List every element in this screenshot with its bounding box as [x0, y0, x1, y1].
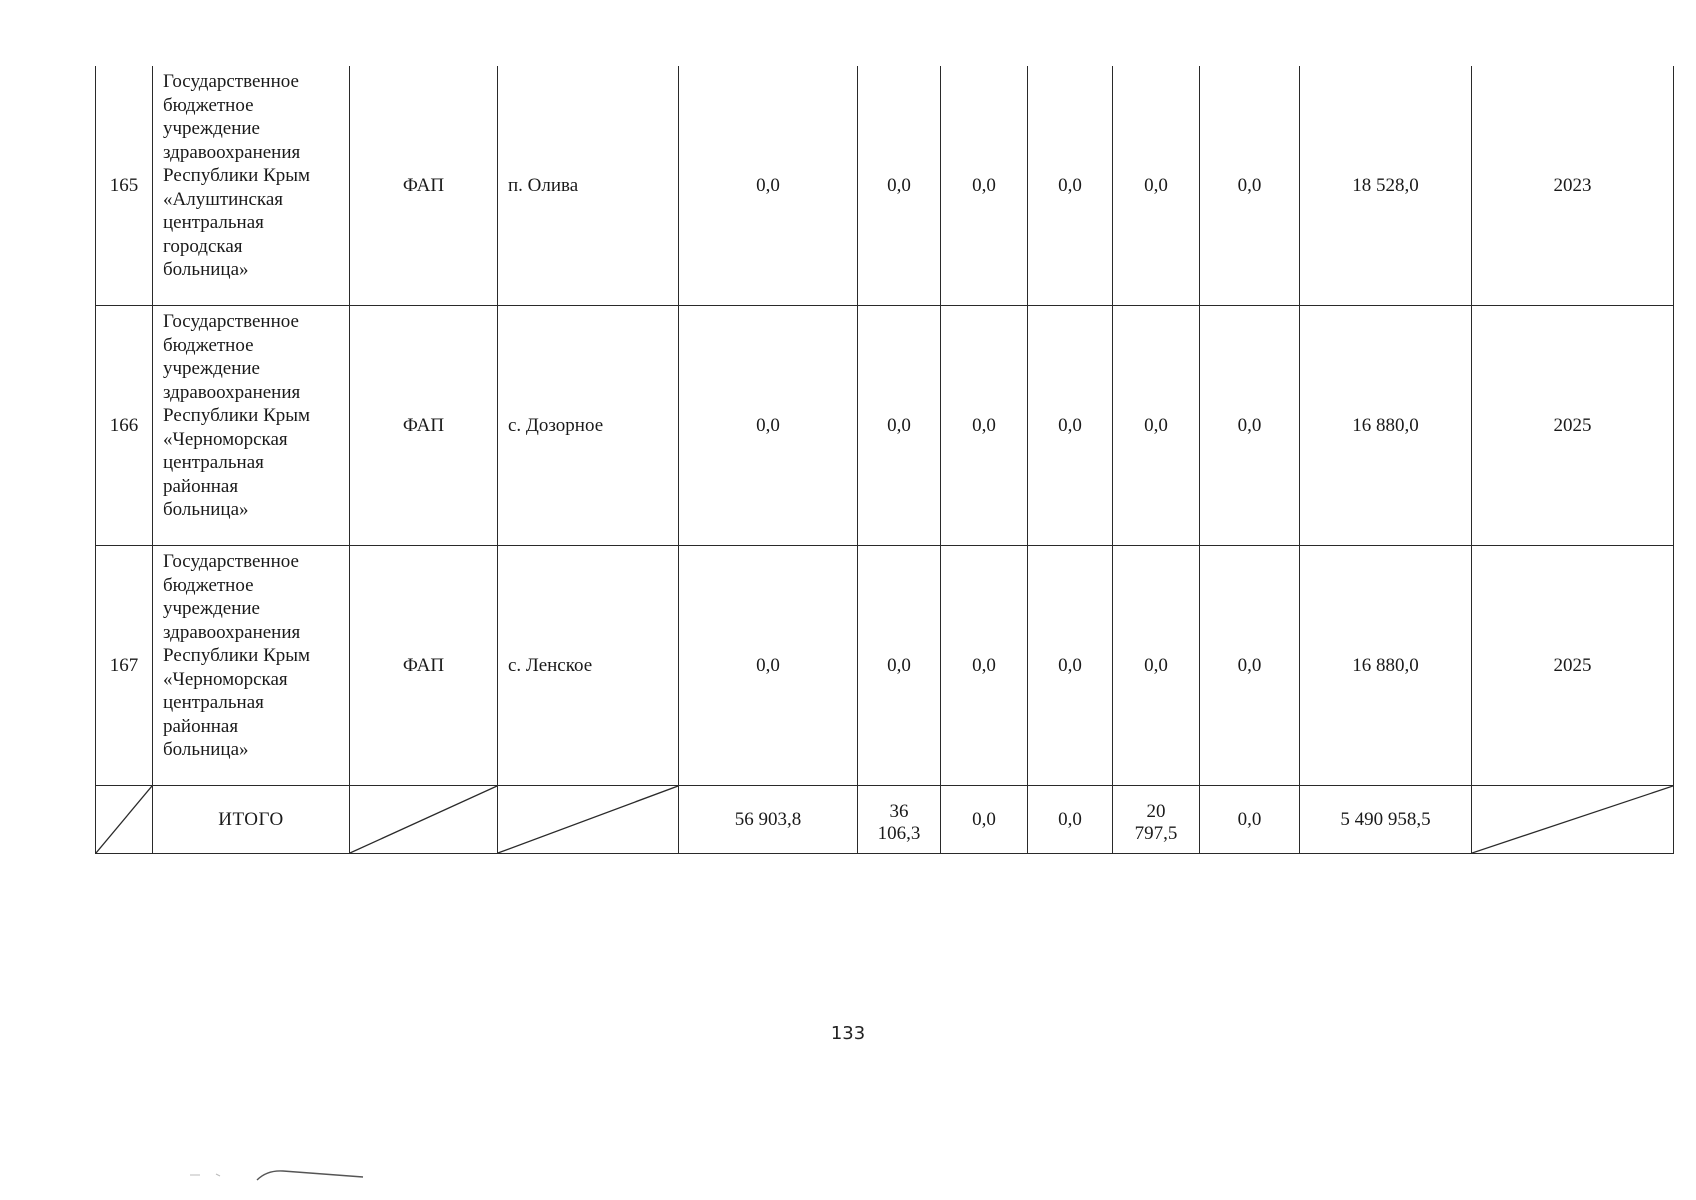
- organization-cell: [153, 546, 350, 786]
- location: с. Ленское: [498, 546, 679, 786]
- value-cell: 0,0: [941, 306, 1028, 546]
- organization-line: здравоохранения: [163, 141, 301, 163]
- year: 2023: [1472, 66, 1674, 306]
- row-number: 166: [96, 306, 153, 546]
- value-cell: 0,0: [1113, 306, 1200, 546]
- organization-line: бюджетное: [163, 94, 254, 116]
- organization-line: учреждение: [163, 598, 260, 619]
- location: с. Дозорное: [498, 306, 679, 546]
- row-number: 167: [96, 546, 153, 786]
- facility-type: ФАП: [350, 66, 498, 306]
- organization-line: районная: [163, 475, 239, 497]
- scan-artifact-dots: [190, 1172, 230, 1178]
- facility-type: ФАП: [350, 546, 498, 786]
- organization-line: учреждение: [163, 118, 260, 139]
- value-cell: 0,0: [679, 66, 858, 306]
- total-value-line: 797,5: [1134, 822, 1178, 844]
- value-cell: 0,0: [1028, 66, 1113, 306]
- organization-line: здравоохранения: [163, 381, 301, 403]
- organization-line: больница»: [163, 739, 249, 760]
- total-value-line: 20: [1146, 800, 1166, 822]
- value-cell: 0,0: [941, 66, 1028, 306]
- organization-line: «Черноморская: [163, 668, 288, 690]
- total-value-cell: [941, 786, 1028, 854]
- year: 2025: [1472, 546, 1674, 786]
- total-value-line: 0,0: [1058, 809, 1082, 830]
- total-value-cell: [1300, 786, 1472, 854]
- value-cell: 0,0: [1113, 66, 1200, 306]
- empty-diagonal-cell: [96, 786, 153, 854]
- total-value-cell: [679, 786, 858, 854]
- organization-line: бюджетное: [163, 334, 254, 356]
- organization-line: центральная: [163, 692, 264, 713]
- organization-line: Республики Крым: [163, 405, 311, 426]
- row-number: 165: [96, 66, 153, 306]
- organization-line: районная: [163, 715, 239, 737]
- table-body: [96, 66, 1674, 854]
- total-value-line: 5 490 958,5: [1340, 809, 1431, 830]
- organization-cell: [153, 66, 350, 306]
- value-cell: 0,0: [941, 546, 1028, 786]
- total-value-cell: [858, 786, 941, 854]
- value-cell: 0,0: [858, 306, 941, 546]
- scan-artifact-line: [255, 1168, 365, 1182]
- organization-line: городская: [163, 235, 243, 257]
- organization-line: Государственное: [163, 311, 299, 332]
- page-number: 133: [830, 1023, 866, 1044]
- value-cell: 0,0: [1200, 66, 1300, 306]
- value-cell: 0,0: [858, 66, 941, 306]
- organization-line: Государственное: [163, 71, 299, 92]
- table-row: [96, 546, 1674, 786]
- organization-line: бюджетное: [163, 574, 254, 596]
- total-value-cell: [1200, 786, 1300, 854]
- empty-diagonal-cell: [350, 786, 498, 854]
- table-row: [96, 306, 1674, 546]
- value-cell: 0,0: [679, 546, 858, 786]
- total-label: ИТОГО: [153, 786, 350, 854]
- value-cell: 16 880,0: [1300, 546, 1472, 786]
- value-cell: 0,0: [1028, 306, 1113, 546]
- empty-diagonal-cell: [498, 786, 679, 854]
- organization-line: Республики Крым: [163, 645, 311, 666]
- value-cell: 0,0: [1200, 546, 1300, 786]
- value-cell: 16 880,0: [1300, 306, 1472, 546]
- organization-line: больница»: [163, 499, 249, 520]
- organization-line: Республики Крым: [163, 165, 311, 186]
- value-cell: 0,0: [858, 546, 941, 786]
- empty-diagonal-cell: [1472, 786, 1674, 854]
- organization-line: Государственное: [163, 551, 299, 572]
- value-cell: 0,0: [1028, 546, 1113, 786]
- total-row: [96, 786, 1674, 854]
- organization-line: здравоохранения: [163, 621, 301, 643]
- organization-line: «Алуштинская: [163, 188, 284, 210]
- total-value-line: 106,3: [877, 822, 921, 844]
- location: п. Олива: [498, 66, 679, 306]
- year: 2025: [1472, 306, 1674, 546]
- organization-line: учреждение: [163, 358, 260, 379]
- total-value-line: 56 903,8: [734, 809, 802, 830]
- organization-line: центральная: [163, 212, 264, 233]
- value-cell: 18 528,0: [1300, 66, 1472, 306]
- organization-cell: [153, 306, 350, 546]
- table-row: [96, 66, 1674, 306]
- facility-type: ФАП: [350, 306, 498, 546]
- value-cell: 0,0: [1200, 306, 1300, 546]
- total-value-cell: [1113, 786, 1200, 854]
- organization-line: центральная: [163, 452, 264, 473]
- organization-line: больница»: [163, 259, 249, 280]
- total-value-line: 0,0: [1237, 809, 1262, 830]
- value-cell: 0,0: [679, 306, 858, 546]
- total-value-line: 36: [889, 800, 909, 822]
- organization-line: «Черноморская: [163, 428, 288, 450]
- total-value-cell: [1028, 786, 1113, 854]
- total-value-line: 0,0: [972, 809, 996, 830]
- facilities-table: [95, 66, 1674, 854]
- value-cell: 0,0: [1113, 546, 1200, 786]
